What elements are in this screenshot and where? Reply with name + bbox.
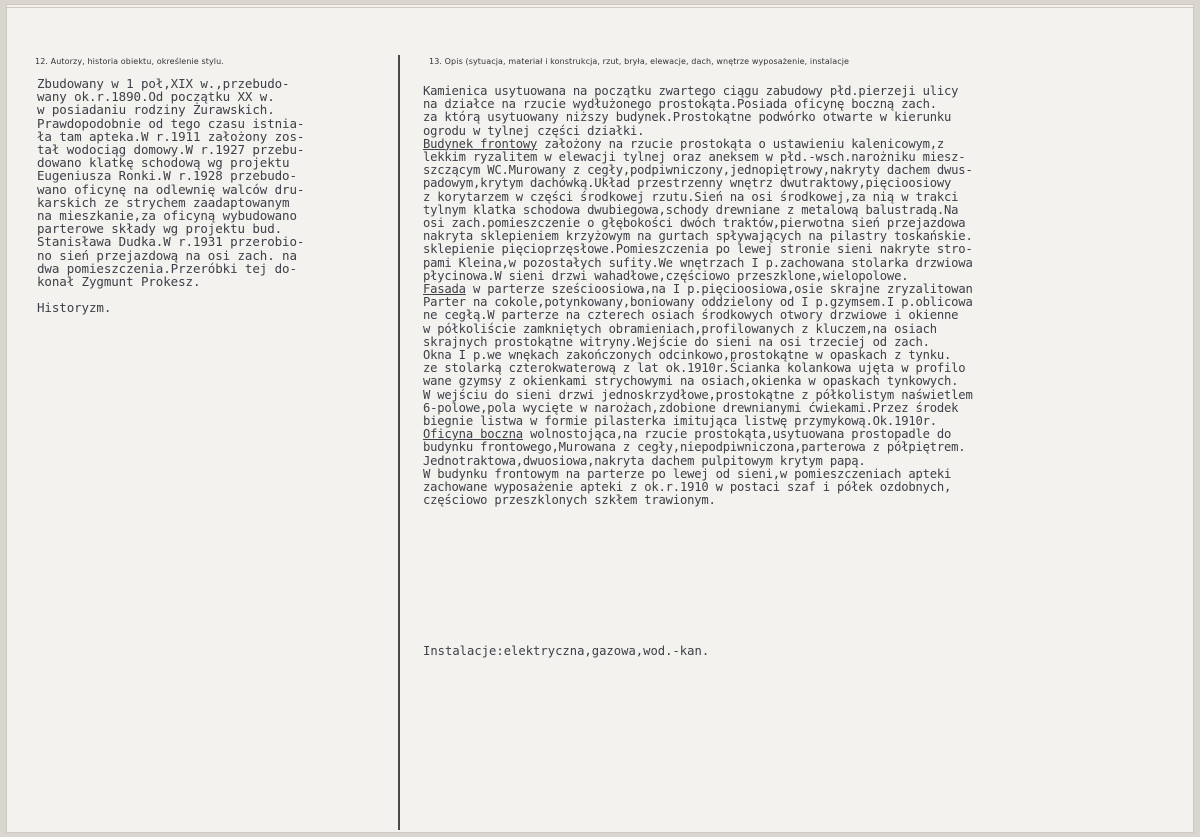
description-text: skrajnych prostokątne witryny.Wejście do sieni na osi trzeciej od zach. (423, 334, 930, 349)
description-text: ne cegłą.W parterze na czterech osiach środkowych otwory drzwiowe i okienne (423, 308, 959, 323)
description-text: za którą usytuowany niższy budynek.Prostokątne podwórko otwarte w kierunku (423, 110, 952, 125)
inventory-card (6, 4, 1194, 833)
description-text: Kamienica usytuowana na początku zwartego ciągu zabudowy płd.pierzeji ulicy (423, 84, 959, 98)
card-top-rule (7, 7, 1193, 8)
description-text: 6-polowe,pola wycięte w narożach,zdobione drewnianymi ćwiekami.Przez środek (423, 400, 959, 415)
description-text: ze stolarką czterokwaterową z lat ok.1910r.Ścianka kolankowa ujęta w profilo (423, 361, 966, 376)
description-text: padowym,krytym dachówką.Układ przestrzenny wnętrz dwutraktowy,pięcioosiowy (423, 176, 952, 191)
section-heading-underlined: Budynek frontowy (423, 136, 538, 151)
description-text: płycinowa.W sieni drzwi wahadłowe,częściowo przeszklone,wielopolowe. (423, 268, 909, 283)
history-line: wany ok.r.1890.Od początku XX w. (37, 89, 275, 105)
description-text: w parterze sześcioosiowa,na I p.pięcioosiowa,osie skrajne zryzalitowan (465, 282, 973, 297)
description-line (423, 494, 1193, 507)
history-line: dowano klatkę schodową wg projektu (37, 155, 290, 171)
description-text: zachowane wyposażenie apteki z ok.r.1910 w postaci szaf i półek ozdobnych, (423, 480, 952, 495)
section-heading-underlined: Oficyna boczna (423, 427, 523, 442)
section-12-header: 12. Autorzy, historia obiektu, określenie stylu. (35, 57, 224, 66)
section-13-header: 13. Opis (sytuacja, materiał i konstrukcja, rzut, bryła, elewacje, dach, wnętrze wyposażenie, instalacje (429, 57, 850, 66)
description-text: nakryta sklepieniem krzyżowym na gurtach spływających na pilastry toskańskie. (423, 229, 973, 244)
history-line: w posiadaniu rodziny Żurawskich. (37, 102, 275, 118)
description-text: wolnostojąca,na rzucie prostokąta,usytuowana prostopadle do (522, 427, 952, 442)
description-text: biegnie listwa w formie pilasterka imitująca listwę przymykową.Ok.1910r. (423, 414, 937, 429)
installations-text: Instalacje:elektryczna,gazowa,wod.-kan. (423, 644, 710, 658)
history-line: Zbudowany w 1 poł,XIX w.,przebudo- (37, 76, 290, 91)
history-line: tał wodociąg domowy.W r.1927 przebu- (37, 142, 305, 158)
history-line: ła tam apteka.W r.1911 założony zos- (37, 128, 305, 144)
description-text: tylnym klatka schodowa dwubiegowa,schody drewniane z metalową balustradą.Na (423, 202, 959, 217)
history-line: Eugeniusza Ronki.W r.1928 przebudo- (37, 168, 297, 184)
description-text: ogrodu w tylnej części działki. (423, 123, 645, 138)
description-text: budynku frontowego,Murowana z cegły,niepodpiwniczona,parterowa z półpiętrem. (423, 440, 966, 455)
installations-line (423, 645, 709, 658)
history-line: no sień przejazdową na osi zach. na (37, 247, 297, 263)
history-line: Prawdopodobnie od tego czasu istnia- (37, 115, 305, 131)
section-heading-underlined: Fasada (423, 282, 466, 297)
history-line: Stanisława Dudka.W r.1931 przerobio- (37, 234, 305, 250)
description-text: Parter na cokole,potynkowany,boniowany oddzielony od I p.gzymsem.I p.oblicowa (423, 295, 973, 310)
description-text: szczącym WC.Murowany z cegły,podpiwniczony,jednopiętrowy,nakryty dachem dwus- (423, 163, 973, 178)
description-text: częściowo przeszklonych szkłem trawionym. (423, 493, 716, 508)
history-line: na mieszkanie,za oficyną wybudowano (37, 208, 297, 224)
history-line: dwa pomieszczenia.Przeróbki tej do- (37, 260, 297, 276)
description-text: na działce na rzucie wydłużonego prostokąta.Posiada oficynę boczną zach. (423, 97, 937, 112)
description-column (423, 85, 1193, 508)
description-text: W wejściu do sieni drzwi jednoskrzydłowe,prostokątne z półkolistym naświetlem (423, 387, 973, 402)
description-text: pami Kleina,w pozostałych sufity.We wnętrzach I p.zachowana stolarka drzwiowa (423, 255, 973, 270)
style-label: Historyzm. (37, 300, 112, 316)
description-text: w półkoliście zamkniętych obramieniach,profilowanych z kluczem,na osiach (423, 321, 937, 336)
column-divider (398, 55, 400, 830)
description-text: wane gzymsy z okienkami strychowymi na osiach,okienka w opaskach tynkowych. (423, 374, 959, 389)
history-line: parterowe składy wg projektu bud. (37, 221, 283, 237)
description-text: z korytarzem w części środkowej rzutu.Sień na osi środkowej,za nią w trakci (423, 189, 959, 204)
description-text: osi zach.pomieszczenie o głębokości dwóch traktów,pierwotna sień przejazdowa (423, 216, 966, 231)
history-line: wano oficynę na odlewnię walców dru- (37, 181, 305, 197)
description-text: sklepienie pięcioprzęsłowe.Pomieszczenia po lewej stronie sieni nakryte stro- (423, 242, 973, 257)
description-text: lekkim ryzalitem w elewacji tylnej oraz aneksem w płd.-wsch.narożniku miesz- (423, 150, 966, 165)
history-column (37, 77, 392, 314)
history-line: karskich ze strychem zaadaptowanym (37, 194, 290, 210)
description-text: Jednotraktowa,dwuosiowa,nakryta dachem pulpitowym krytym papą. (423, 453, 866, 468)
description-text: założony na rzucie prostokąta o ustawieniu kalenicowym,z (537, 136, 945, 151)
description-text: Okna I p.we wnękach zakończonych odcinkowo,prostokątne w opaskach z tynku. (423, 348, 952, 363)
history-line: konał Zygmunt Prokesz. (37, 274, 201, 290)
description-text: W budynku frontowym na parterze po lewej od sieni,w pomieszczeniach apteki (423, 466, 952, 481)
